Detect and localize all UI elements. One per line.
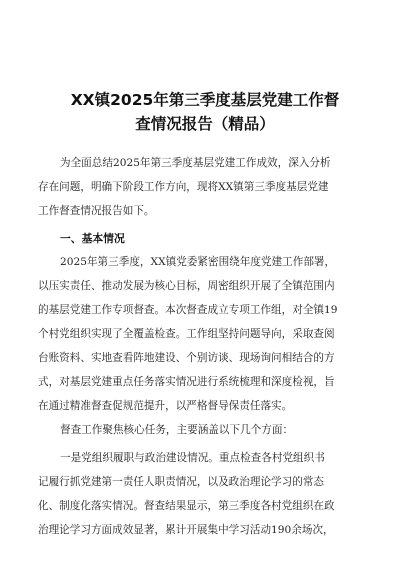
section-heading-basic-situation: 一、基本情况 (60, 232, 125, 245)
paragraph-line: 台账资料、实地查看阵地建设、个别访谈、现场询问相结合的方 (38, 352, 335, 364)
paragraph-line: 化、制度化落实情况。督查结果显示，第三季度各村党组织在政 (38, 500, 335, 512)
paragraph-line: 记履行抓党建第一责任人职责情况，以及政治理论学习的常态 (38, 476, 325, 488)
intro-line-3: 工作督查情况报告如下。 (38, 205, 155, 217)
paragraph-line: 的基层党建工作专项督查。本次督查成立专项工作组，对全镇19 (38, 304, 338, 316)
intro-line-1: 为全面总结2025年第三季度基层党建工作成效，深入分析 (60, 157, 331, 169)
paragraph-line: 治理论学习方面成效显著，累计开展集中学习活动190余场次， (38, 524, 334, 536)
paragraph-line: 2025年第三季度，XX镇党委紧密围绕年度党建工作部署， (60, 256, 336, 268)
paragraph-line: 一是党组织履职与政治建设情况。重点检查各村党组织书 (60, 452, 325, 464)
paragraph-line: 以压实责任、推动发展为核心目标，周密组织开展了全镇范围内 (38, 280, 335, 292)
document-title-line-1: XX镇2025年第三季度基层党建工作督 (70, 91, 340, 109)
paragraph-line: 式，对基层党建重点任务落实情况进行系统梳理和深度检视，旨 (38, 376, 335, 388)
intro-line-2: 存在问题，明确下阶段工作方向，现将XX镇第三季度基层党建 (38, 181, 329, 193)
paragraph-line: 个村党组织实现了全覆盖检查。工作组坚持问题导向，采取查阅 (38, 328, 335, 340)
paragraph-line: 在通过精准督查促规范提升，以严格督导保责任落实。 (38, 400, 293, 412)
document-title-line-2: 查情况报告（精品） (135, 115, 275, 133)
paragraph-line: 督查工作聚焦核心任务，主要涵盖以下几个方面： (60, 424, 294, 436)
